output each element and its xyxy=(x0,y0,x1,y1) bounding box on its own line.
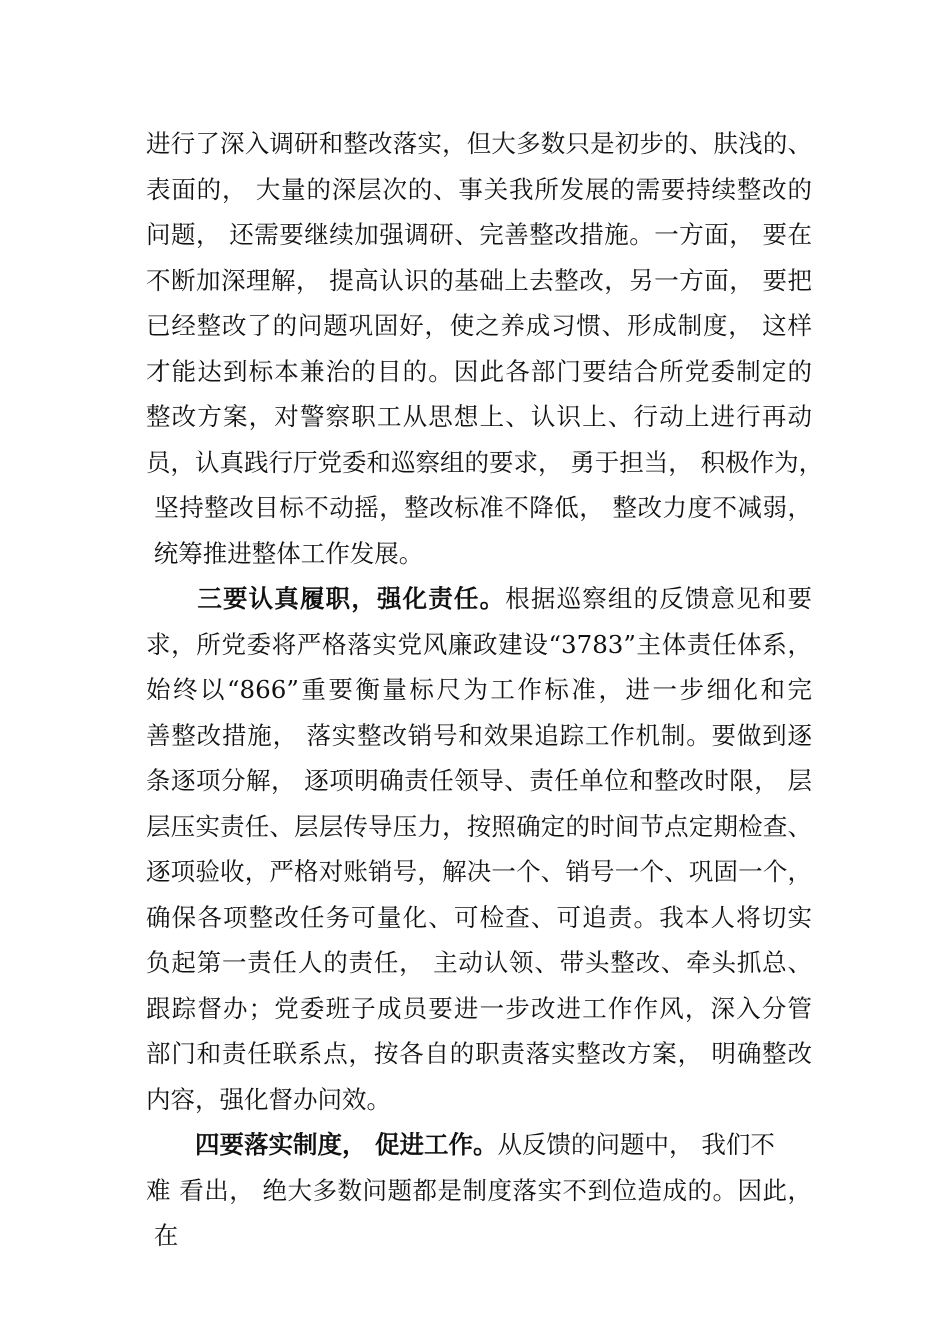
text-line: 已经整改了的问题巩固好，使之养成习惯、形成制度， 这样 xyxy=(146,311,812,340)
text-line xyxy=(146,576,812,622)
text-line: 求，所党委将严格落实党风廉政建设“3783”主体责任体系， xyxy=(146,629,812,659)
text-line: 条逐项分解， 逐项明确责任领导、责任单位和整改时限， 层 xyxy=(146,766,812,795)
text-line: 员，认真践行厅党委和巡察组的要求， 勇于担当， 积极作为， xyxy=(146,447,824,477)
text-line: 表面的， 大量的深层次的、事关我所发展的需要持续整改的 xyxy=(146,174,812,204)
text-line: 坚持整改目标不动摇，整改标准不降低， 整改力度不减弱， xyxy=(146,493,812,522)
text-line: 善整改措施， 落实整改销号和效果追踪工作机制。要做到逐 xyxy=(146,720,812,750)
text-line: 确保各项整改任务可量化、可检查、可追责。我本人将切实 xyxy=(146,902,812,932)
text-line: 问题， 还需要继续加强调研、完善整改措施。一方面， 要在 xyxy=(146,220,812,249)
paragraph-3 xyxy=(146,1122,812,1259)
text-line: 层压实责任、层层传导压力，按照确定的时间节点定期检查、 xyxy=(146,811,812,841)
text-line: 进行了深入调研和整改落实，但大多数只是初步的、肤浅的、 xyxy=(146,129,812,158)
paragraph-2 xyxy=(146,576,812,1122)
paragraph-heading: 三要认真履职，强化责任。 xyxy=(197,584,506,613)
text-line: 始终以“866”重要衡量标尺为工作标准，进一步细化和完 xyxy=(146,675,812,704)
text-line: 才能达到标本兼治的目的。因此各部门要结合所党委制定的 xyxy=(146,356,812,386)
text-line: 内容，强化督办问效。 xyxy=(146,1084,391,1114)
text-run: 从反馈的问题中， 我们不 xyxy=(497,1130,775,1159)
text-line: 不断加深理解， 提高认识的基础上去整改，另一方面， 要把 xyxy=(146,265,812,295)
text-line: 部门和责任联系点，按各自的职责落实整改方案， 明确整改 xyxy=(146,1039,812,1068)
text-line: 难 看出， 绝大多数问题都是制度落实不到位造成的。因此， xyxy=(146,1175,812,1205)
text-line: 跟踪督办；党委班子成员要进一步改进工作作风，深入分管 xyxy=(146,993,812,1023)
paragraph-heading: 四要落实制度， 促进工作。 xyxy=(195,1130,498,1159)
text-line: 整改方案，对警察职工从思想上、认识上、行动上进行再动 xyxy=(146,402,812,431)
text-run: 根据巡察组的反馈意见和要 xyxy=(505,584,813,613)
text-line: 逐项验收，严格对账销号，解决一个、销号一个、巩固一个， xyxy=(146,857,812,886)
document-body xyxy=(146,121,824,1259)
text-line xyxy=(146,1122,812,1168)
text-line: 统筹推进整体工作发展。 xyxy=(146,538,424,568)
text-line: 负起第一责任人的责任， 主动认领、带头整改、牵头抓总、 xyxy=(146,948,812,977)
text-line: 在 xyxy=(146,1221,179,1250)
paragraph-1 xyxy=(146,121,824,576)
